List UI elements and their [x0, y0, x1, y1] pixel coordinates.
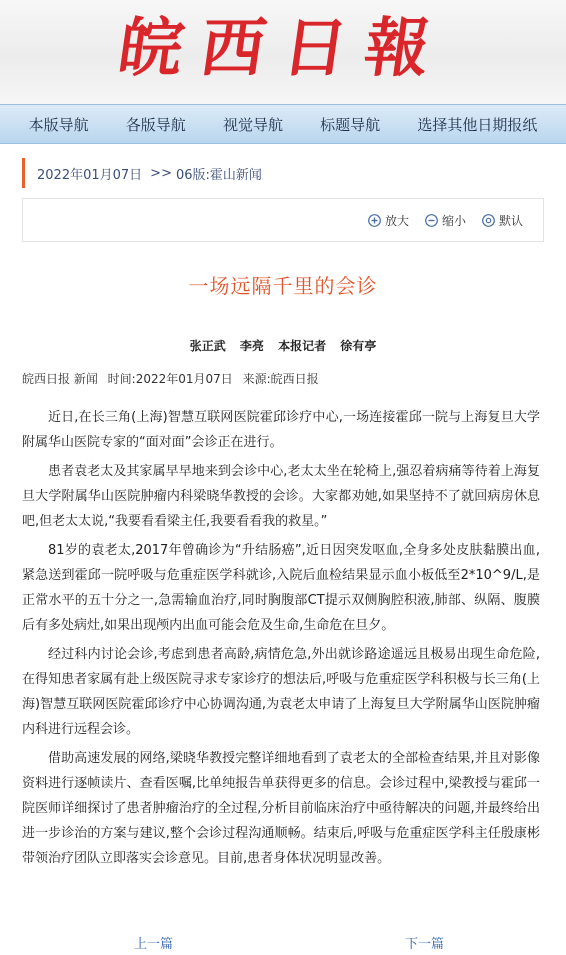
default-size-label: 默认 [498, 213, 523, 228]
zoom-in-label: 放大 [384, 213, 409, 228]
nav-item-visual[interactable]: 视觉导航 [222, 115, 283, 134]
previous-article-link[interactable]: 上一篇 [134, 937, 174, 952]
default-size-button[interactable] [482, 212, 523, 229]
breadcrumb-separator: >> [150, 165, 172, 181]
article-body [22, 405, 540, 871]
zoom-out-button[interactable] [425, 212, 466, 229]
meta-time: 时间:2022年01月07日 [107, 372, 233, 386]
article-paragraph: 患者袁老太及其家属早早地来到会诊中心,老太太坐在轮椅上,强忍着病痛等待着上海复旦大学附属华山医院肿瘤内科梁晓华教授的会诊。大家都劝她,如果坚持不了就回病房休息吧,但老太太说,“我要看看梁主任,我要看看我的救星。” [22, 464, 540, 529]
meta-source: 皖西日报 新闻 [22, 372, 98, 386]
font-size-toolbar [22, 198, 544, 242]
breadcrumb [22, 158, 544, 188]
article-paragraph: 经过科内讨论会诊,考虑到患者高龄,病情危急,外出就诊路途遥远且极易出现生命危险,在得知患者家属有赴上级医院寻求专家诊疗的想法后,呼吸与危重症医学科积极与长三角(上海)智慧互联网医院霍邱诊疗中心协调沟通,为袁老太申请了上海复旦大学附属华山医院肿瘤内科进行远程会诊。 [22, 647, 540, 737]
article-pager [0, 933, 566, 952]
article-meta [22, 370, 544, 387]
zoom-in-button[interactable] [368, 212, 409, 229]
article-paragraph: 81岁的袁老太,2017年曾确诊为“升结肠癌”,近日因突发呕血,全身多处皮肤黏膜出血,紧急送到霍邱一院呼吸与危重症医学科就诊,入院后血检结果显示血小板低至2*10^9/L,是正常水平的五十分之一,急需输血治疗,同时胸腹部CT提示双侧胸腔积液,肺部、纵隔、腹膜后有多处病灶,如果出现颅内出血可能会危及生命,生命危在旦夕。 [22, 543, 540, 633]
next-article-link[interactable]: 下一篇 [404, 937, 444, 952]
nav-item-choose-date[interactable]: 选择其他日期报纸 [417, 115, 538, 134]
main-navigation [0, 104, 566, 144]
nav-item-all-pages[interactable]: 各版导航 [125, 115, 186, 134]
meta-origin: 来源:皖西日报 [242, 372, 319, 386]
newspaper-logo: 皖西日報 [113, 11, 453, 86]
nav-item-headlines[interactable]: 标题导航 [320, 115, 381, 134]
masthead [0, 0, 566, 104]
reset-circle-icon [482, 214, 495, 227]
nav-item-this-page[interactable]: 本版导航 [28, 115, 89, 134]
minus-circle-icon [425, 214, 438, 227]
breadcrumb-section[interactable]: 06版:霍山新闻 [175, 167, 262, 183]
article-paragraph: 近日,在长三角(上海)智慧互联网医院霍邱诊疗中心,一场连接霍邱一院与上海复旦大学附属华山医院专家的“面对面”会诊正在进行。 [22, 410, 540, 450]
zoom-out-label: 缩小 [441, 213, 466, 228]
article-paragraph: 借助高速发展的网络,梁晓华教授完整详细地看到了袁老太的全部检查结果,并且对影像资料进行逐帧读片、查看医嘱,比单纯报告单获得更多的信息。会诊过程中,梁教授与霍邱一院医师详细探讨了患者肿瘤治疗的全过程,分析目前临床治疗中亟待解决的问题,并最终给出进一步诊治的方案与建议,整个会诊过程沟通顺畅。结束后,呼吸与危重症医学科主任殷康彬带领治疗团队立即落实会诊意见。目前,患者身体状况明显改善。 [22, 751, 540, 866]
breadcrumb-date[interactable]: 2022年01月07日 [37, 167, 143, 183]
article-title: 一场远隔千里的会诊 [188, 274, 378, 298]
plus-circle-icon [368, 214, 381, 227]
article-authors: 张正武 李亮 本报记者 徐有亭 [189, 339, 377, 353]
